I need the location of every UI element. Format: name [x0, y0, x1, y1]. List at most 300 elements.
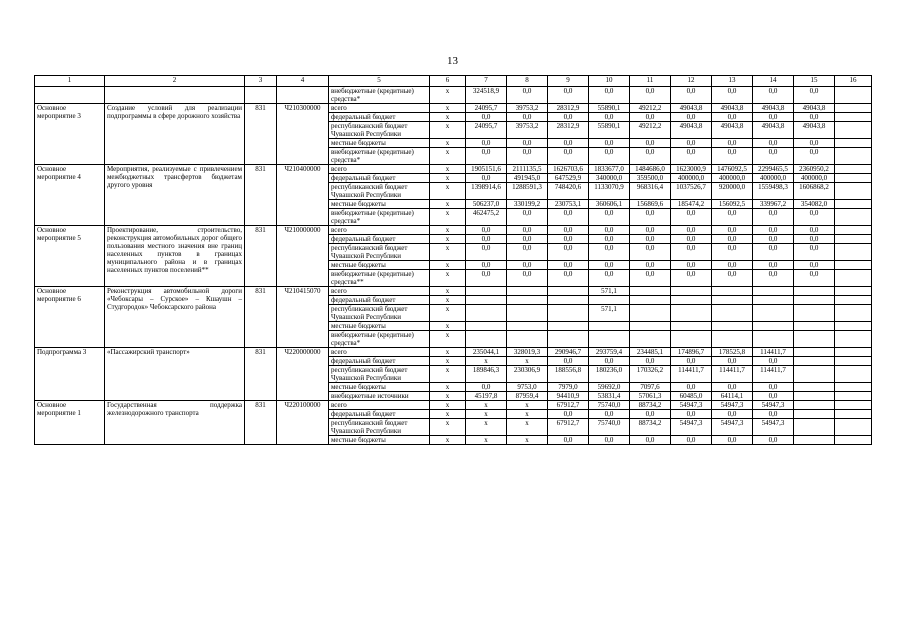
value-cell: 87959,4: [507, 392, 548, 401]
empty-cell: [835, 357, 872, 366]
funding-source: федеральный бюджет: [329, 113, 430, 122]
value-cell: 0,0: [507, 209, 548, 226]
value-cell: 49043,8: [794, 104, 835, 113]
value-cell: 0,0: [671, 270, 712, 287]
value-cell: 0,0: [630, 226, 671, 235]
value-cell: 0,0: [548, 148, 589, 165]
value-cell: 290946,7: [548, 348, 589, 357]
value-cell: 0,0: [548, 357, 589, 366]
value-cell: х: [466, 436, 507, 445]
funding-source: федеральный бюджет: [329, 357, 430, 366]
value-cell: 339967,2: [753, 200, 794, 209]
value-cell: 0,0: [630, 148, 671, 165]
funding-source: местные бюджеты: [329, 200, 430, 209]
value-cell: 9753,0: [507, 383, 548, 392]
value-cell: 0,0: [712, 270, 753, 287]
value-cell: 360606,1: [589, 200, 630, 209]
empty-cell: [835, 383, 872, 392]
value-cell: [630, 296, 671, 305]
value-cell: 54947,3: [753, 401, 794, 410]
value-cell: 0,0: [507, 139, 548, 148]
funding-source: республиканский бюджет Чувашской Республики: [329, 183, 430, 200]
value-cell: 188556,8: [548, 366, 589, 383]
funding-source: всего: [329, 104, 430, 113]
value-cell: [630, 287, 671, 296]
value-cell: 0,0: [630, 209, 671, 226]
mark-cell: х: [430, 392, 466, 401]
value-cell: 0,0: [753, 226, 794, 235]
target-article: Ч210300000: [277, 104, 329, 165]
column-number: 12: [671, 76, 712, 87]
value-cell: х: [507, 401, 548, 410]
column-number: 9: [548, 76, 589, 87]
value-cell: [753, 331, 794, 348]
value-cell: [794, 357, 835, 366]
value-cell: 0,0: [712, 87, 753, 104]
value-cell: 0,0: [507, 87, 548, 104]
mark-cell: х: [430, 419, 466, 436]
value-cell: [671, 287, 712, 296]
empty-cell: [835, 348, 872, 357]
value-cell: [794, 296, 835, 305]
value-cell: [548, 322, 589, 331]
value-cell: 0,0: [589, 139, 630, 148]
value-cell: [794, 410, 835, 419]
column-number: 10: [589, 76, 630, 87]
value-cell: 0,0: [794, 235, 835, 244]
value-cell: [794, 436, 835, 445]
value-cell: [630, 305, 671, 322]
value-cell: 0,0: [671, 357, 712, 366]
value-cell: 1559498,3: [753, 183, 794, 200]
value-cell: 0,0: [630, 139, 671, 148]
table-header: [35, 76, 872, 87]
value-cell: 49043,8: [712, 122, 753, 139]
value-cell: 0,0: [466, 270, 507, 287]
value-cell: 54947,3: [753, 419, 794, 436]
value-cell: 67912,7: [548, 419, 589, 436]
page-number: 13: [447, 55, 458, 67]
responsible-code: 831: [245, 226, 277, 287]
empty-cell: [835, 410, 872, 419]
value-cell: 0,0: [753, 148, 794, 165]
value-cell: [794, 366, 835, 383]
funding-source: всего: [329, 401, 430, 410]
value-cell: [671, 305, 712, 322]
value-cell: 0,0: [712, 148, 753, 165]
value-cell: 0,0: [507, 270, 548, 287]
value-cell: [794, 383, 835, 392]
value-cell: 0,0: [794, 139, 835, 148]
value-cell: 0,0: [753, 357, 794, 366]
value-cell: 0,0: [671, 383, 712, 392]
value-cell: 55890,1: [589, 122, 630, 139]
value-cell: 49043,8: [671, 104, 712, 113]
value-cell: [794, 401, 835, 410]
value-cell: 7097,6: [630, 383, 671, 392]
value-cell: 0,0: [630, 87, 671, 104]
event-title: Мероприятия, реализуемые с привлечением межбюджетных трансфертов бюджетам другого уровня: [105, 165, 245, 226]
value-cell: 491945,0: [507, 174, 548, 183]
empty-cell: [835, 87, 872, 104]
value-cell: 0,0: [753, 113, 794, 122]
value-cell: 2360950,2: [794, 165, 835, 174]
value-cell: 571,1: [589, 305, 630, 322]
value-cell: 0,0: [589, 226, 630, 235]
value-cell: [794, 305, 835, 322]
value-cell: 49043,8: [712, 104, 753, 113]
value-cell: [794, 419, 835, 436]
value-cell: [466, 287, 507, 296]
empty-cell: [835, 366, 872, 383]
value-cell: 0,0: [466, 226, 507, 235]
column-number: 16: [835, 76, 872, 87]
funding-source: всего: [329, 226, 430, 235]
value-cell: 0,0: [589, 148, 630, 165]
value-cell: [548, 331, 589, 348]
value-cell: 0,0: [548, 410, 589, 419]
value-cell: 1133070,9: [589, 183, 630, 200]
event-label: Основное мероприятие 1: [35, 401, 105, 445]
value-cell: [466, 305, 507, 322]
value-cell: 55890,1: [589, 104, 630, 113]
mark-cell: х: [430, 357, 466, 366]
value-cell: 24095,7: [466, 104, 507, 113]
value-cell: 7979,0: [548, 383, 589, 392]
value-cell: х: [507, 419, 548, 436]
empty-cell: [835, 113, 872, 122]
funding-source: всего: [329, 348, 430, 357]
value-cell: 178525,8: [712, 348, 753, 357]
event-label: Подпрограмма 3: [35, 348, 105, 401]
mark-cell: х: [430, 261, 466, 270]
value-cell: 0,0: [794, 87, 835, 104]
responsible-code: 831: [245, 104, 277, 165]
table-row: [35, 104, 872, 113]
value-cell: 0,0: [466, 174, 507, 183]
value-cell: 328019,3: [507, 348, 548, 357]
funding-source: республиканский бюджет Чувашской Республики: [329, 366, 430, 383]
value-cell: 0,0: [589, 244, 630, 261]
value-cell: [712, 296, 753, 305]
column-number: 6: [430, 76, 466, 87]
value-cell: 0,0: [671, 261, 712, 270]
value-cell: 0,0: [712, 436, 753, 445]
value-cell: 28312,9: [548, 104, 589, 113]
value-cell: х: [466, 419, 507, 436]
value-cell: 156092,5: [712, 200, 753, 209]
value-cell: 0,0: [794, 244, 835, 261]
value-cell: 0,0: [671, 209, 712, 226]
mark-cell: х: [430, 174, 466, 183]
value-cell: 54947,3: [671, 401, 712, 410]
value-cell: [671, 331, 712, 348]
value-cell: 0,0: [753, 235, 794, 244]
value-cell: 2299465,5: [753, 165, 794, 174]
value-cell: [466, 296, 507, 305]
value-cell: 0,0: [589, 436, 630, 445]
value-cell: 59692,0: [589, 383, 630, 392]
value-cell: 0,0: [712, 357, 753, 366]
value-cell: 0,0: [630, 270, 671, 287]
value-cell: 0,0: [712, 261, 753, 270]
value-cell: 88734,2: [630, 401, 671, 410]
empty-cell: [835, 174, 872, 183]
value-cell: 0,0: [548, 87, 589, 104]
value-cell: 0,0: [507, 113, 548, 122]
value-cell: 0,0: [753, 209, 794, 226]
mark-cell: х: [430, 165, 466, 174]
funding-source: местные бюджеты: [329, 261, 430, 270]
empty-cell: [835, 244, 872, 261]
value-cell: 0,0: [507, 226, 548, 235]
value-cell: [753, 322, 794, 331]
value-cell: 39753,2: [507, 104, 548, 113]
event-title: Реконструкция автомобильной дороги «Чебоксары – Сурское» – Кшаушн – Студгородок» Чебоксарского района: [105, 287, 245, 348]
value-cell: 0,0: [548, 244, 589, 261]
value-cell: 0,0: [671, 235, 712, 244]
responsible-code: 831: [245, 287, 277, 348]
mark-cell: х: [430, 113, 466, 122]
value-cell: 75740,0: [589, 419, 630, 436]
column-number-row: [35, 76, 872, 87]
value-cell: 28312,9: [548, 122, 589, 139]
value-cell: 0,0: [794, 113, 835, 122]
column-number: 3: [245, 76, 277, 87]
empty-cell: [835, 436, 872, 445]
event-title: [105, 87, 245, 104]
mark-cell: х: [430, 287, 466, 296]
table-row: [35, 226, 872, 235]
value-cell: [589, 331, 630, 348]
value-cell: 0,0: [671, 226, 712, 235]
empty-cell: [835, 200, 872, 209]
value-cell: 1484686,0: [630, 165, 671, 174]
value-cell: 0,0: [507, 235, 548, 244]
value-cell: [466, 331, 507, 348]
empty-cell: [835, 322, 872, 331]
value-cell: [712, 287, 753, 296]
value-cell: [507, 322, 548, 331]
funding-source: всего: [329, 165, 430, 174]
mark-cell: х: [430, 331, 466, 348]
mark-cell: х: [430, 270, 466, 287]
event-label: Основное мероприятие 3: [35, 104, 105, 165]
value-cell: 156869,6: [630, 200, 671, 209]
value-cell: 0,0: [794, 209, 835, 226]
value-cell: 0,0: [630, 113, 671, 122]
value-cell: [794, 287, 835, 296]
mark-cell: х: [430, 296, 466, 305]
event-label: Основное мероприятие 5: [35, 226, 105, 287]
value-cell: 920000,0: [712, 183, 753, 200]
value-cell: 0,0: [548, 226, 589, 235]
value-cell: 60485,0: [671, 392, 712, 401]
mark-cell: х: [430, 305, 466, 322]
mark-cell: х: [430, 183, 466, 200]
responsible-code: [245, 87, 277, 104]
value-cell: 354082,0: [794, 200, 835, 209]
value-cell: 968316,4: [630, 183, 671, 200]
column-number: 1: [35, 76, 105, 87]
mark-cell: х: [430, 104, 466, 113]
value-cell: 0,0: [589, 87, 630, 104]
empty-cell: [835, 139, 872, 148]
empty-cell: [835, 183, 872, 200]
value-cell: [712, 331, 753, 348]
empty-cell: [835, 401, 872, 410]
column-number: 5: [329, 76, 430, 87]
value-cell: 49043,8: [753, 104, 794, 113]
value-cell: 174896,7: [671, 348, 712, 357]
value-cell: 0,0: [712, 209, 753, 226]
value-cell: х: [466, 410, 507, 419]
value-cell: 0,0: [753, 139, 794, 148]
value-cell: 0,0: [466, 244, 507, 261]
value-cell: [548, 296, 589, 305]
value-cell: [589, 322, 630, 331]
table-row: [35, 401, 872, 410]
value-cell: 400000,0: [794, 174, 835, 183]
value-cell: 49043,8: [671, 122, 712, 139]
value-cell: 45197,8: [466, 392, 507, 401]
column-number: 11: [630, 76, 671, 87]
value-cell: [712, 305, 753, 322]
value-cell: 0,0: [794, 261, 835, 270]
empty-cell: [835, 305, 872, 322]
value-cell: 0,0: [671, 436, 712, 445]
value-cell: 94410,9: [548, 392, 589, 401]
value-cell: [507, 331, 548, 348]
empty-cell: [835, 226, 872, 235]
value-cell: 0,0: [589, 270, 630, 287]
value-cell: 49212,2: [630, 104, 671, 113]
value-cell: 54947,3: [671, 419, 712, 436]
value-cell: 1905151,6: [466, 165, 507, 174]
column-number: 8: [507, 76, 548, 87]
value-cell: 0,0: [466, 261, 507, 270]
value-cell: 0,0: [753, 261, 794, 270]
value-cell: 506237,0: [466, 200, 507, 209]
value-cell: 114411,7: [712, 366, 753, 383]
event-label: Основное мероприятие 4: [35, 165, 105, 226]
value-cell: 2111135,5: [507, 165, 548, 174]
empty-cell: [835, 148, 872, 165]
funding-source: республиканский бюджет Чувашской Республики: [329, 305, 430, 322]
value-cell: 0,0: [466, 383, 507, 392]
responsible-code: 831: [245, 165, 277, 226]
value-cell: 0,0: [671, 244, 712, 261]
value-cell: 324518,9: [466, 87, 507, 104]
value-cell: [507, 305, 548, 322]
funding-source: федеральный бюджет: [329, 174, 430, 183]
value-cell: 0,0: [753, 270, 794, 287]
value-cell: 39753,2: [507, 122, 548, 139]
responsible-code: 831: [245, 348, 277, 401]
column-number: 14: [753, 76, 794, 87]
event-title: Государственная поддержка железнодорожного транспорта: [105, 401, 245, 445]
value-cell: 0,0: [507, 261, 548, 270]
value-cell: [630, 322, 671, 331]
funding-source: федеральный бюджет: [329, 235, 430, 244]
value-cell: [630, 331, 671, 348]
table-row: [35, 348, 872, 357]
value-cell: 647529,9: [548, 174, 589, 183]
empty-cell: [835, 270, 872, 287]
empty-cell: [835, 392, 872, 401]
value-cell: 67912,7: [548, 401, 589, 410]
value-cell: [548, 287, 589, 296]
value-cell: 0,0: [712, 226, 753, 235]
value-cell: 0,0: [753, 436, 794, 445]
value-cell: 0,0: [466, 148, 507, 165]
funding-source: внебюджетные (кредитные) средства*: [329, 148, 430, 165]
mark-cell: х: [430, 244, 466, 261]
value-cell: 1476092,5: [712, 165, 753, 174]
funding-source: местные бюджеты: [329, 322, 430, 331]
value-cell: [671, 322, 712, 331]
value-cell: 1623000,9: [671, 165, 712, 174]
value-cell: 0,0: [589, 357, 630, 366]
value-cell: 0,0: [794, 226, 835, 235]
value-cell: 170326,2: [630, 366, 671, 383]
value-cell: 0,0: [589, 209, 630, 226]
value-cell: 0,0: [712, 113, 753, 122]
value-cell: 0,0: [548, 270, 589, 287]
value-cell: 1626703,6: [548, 165, 589, 174]
funding-source: республиканский бюджет Чувашской Республики: [329, 244, 430, 261]
value-cell: 0,0: [548, 235, 589, 244]
value-cell: [671, 296, 712, 305]
funding-source: республиканский бюджет Чувашской Республики: [329, 419, 430, 436]
event-title: Проектирование, строительство, реконструкция автомобильных дорог общего пользования местного значения вне границ населенных пунктов в границах муниципального района и в границах населенных пунктов поселений**: [105, 226, 245, 287]
value-cell: 0,0: [548, 436, 589, 445]
value-cell: 0,0: [712, 244, 753, 261]
value-cell: 0,0: [630, 436, 671, 445]
mark-cell: х: [430, 401, 466, 410]
mark-cell: х: [430, 122, 466, 139]
mark-cell: х: [430, 209, 466, 226]
value-cell: 0,0: [794, 148, 835, 165]
value-cell: [753, 287, 794, 296]
target-article: Ч210000000: [277, 226, 329, 287]
value-cell: [794, 392, 835, 401]
value-cell: 1398914,6: [466, 183, 507, 200]
target-article: [277, 87, 329, 104]
value-cell: 0,0: [589, 410, 630, 419]
funding-source: внебюджетные (кредитные) средства*: [329, 331, 430, 348]
value-cell: 0,0: [753, 383, 794, 392]
value-cell: 0,0: [466, 139, 507, 148]
value-cell: 75740,0: [589, 401, 630, 410]
value-cell: 0,0: [507, 244, 548, 261]
value-cell: х: [466, 401, 507, 410]
value-cell: 330199,2: [507, 200, 548, 209]
value-cell: х: [507, 357, 548, 366]
value-cell: 189846,3: [466, 366, 507, 383]
target-article: Ч220000000: [277, 348, 329, 401]
column-number: 15: [794, 76, 835, 87]
table-body: [35, 87, 872, 445]
target-article: Ч220100000: [277, 401, 329, 445]
funding-source: внебюджетные (кредитные) средства*: [329, 209, 430, 226]
value-cell: 0,0: [753, 87, 794, 104]
empty-cell: [835, 104, 872, 113]
value-cell: 114411,7: [753, 366, 794, 383]
value-cell: 0,0: [712, 410, 753, 419]
value-cell: 180236,0: [589, 366, 630, 383]
value-cell: 54947,3: [712, 419, 753, 436]
